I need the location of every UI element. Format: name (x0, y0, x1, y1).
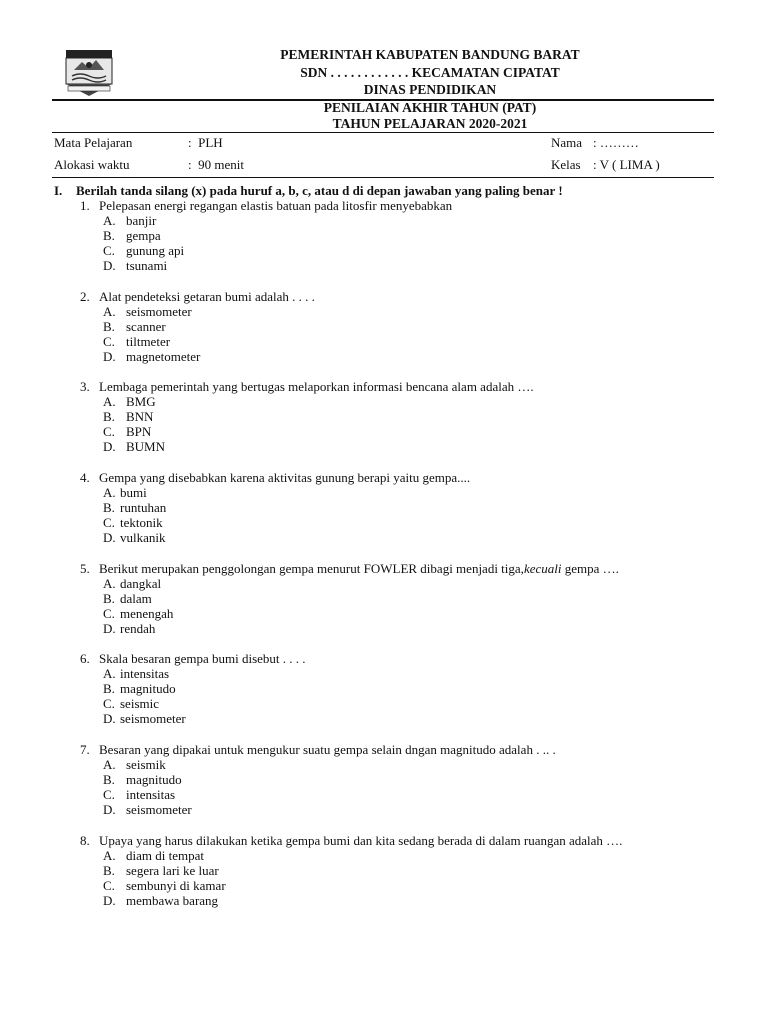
option-a: A. diam di tempat (103, 848, 204, 863)
subject-value: : PLH (188, 135, 223, 150)
option-c: C. tiltmeter (103, 334, 171, 349)
option-a: A. intensitas (103, 666, 170, 681)
option-d: D. seismometer (103, 802, 192, 817)
question-text: Berikut merupakan penggolongan gempa menurut FOWLER dibagi menjadi tiga,kecuali gempa …. (99, 561, 619, 576)
option-c: C. gunung api (103, 243, 185, 258)
question-3: 3. Lembaga pemerintah yang bertugas melaporkan informasi bencana alam adalah …. A. BMG B. BNN C. BPN D. BUMN (80, 379, 720, 454)
option-c: C. BPN (103, 424, 152, 439)
option-c: C. sembunyi di kamar (103, 878, 226, 893)
option-b: B. scanner (103, 319, 166, 334)
header-department: DINAS PENDIDIKAN (363, 82, 497, 97)
option-c: C. tektonik (103, 515, 163, 530)
option-d: D. rendah (103, 621, 156, 636)
option-a: A. banjir (103, 213, 157, 228)
time-label: Alokasi waktu (54, 157, 130, 172)
question-1: 1. Pelepasan energi regangan elastis batuan pada litosfir menyebabkan A. banjir B. gempa C. gunung api D. tsunami (80, 198, 720, 273)
option-d: D. tsunami (103, 258, 168, 273)
question-text: Upaya yang harus dilakukan ketika gempa bumi dan kita sedang berada di dalam ruangan adalah …. (99, 833, 623, 848)
question-6: 6. Skala besaran gempa bumi disebut . . . . A. intensitas B. magnitudo C. seismic D. seismometer (80, 651, 720, 726)
option-d: D. membawa barang (103, 893, 219, 908)
option-d: D. BUMN (103, 439, 166, 454)
question-text: Besaran yang dipakai untuk mengukur suatu gempa selain dngan magnitudo adalah . .. . (99, 742, 556, 757)
exam-year: TAHUN PELAJARAN 2020-2021 (332, 116, 528, 131)
question-text: Pelepasan energi regangan elastis batuan pada litosfir menyebabkan (99, 198, 453, 213)
question-7: 7. Besaran yang dipakai untuk mengukur suatu gempa selain dngan magnitudo adalah . .. . A. seismik B. magnitudo C. intensitas D. seismometer (80, 742, 720, 817)
option-b: B. gempa (103, 228, 161, 243)
section-instruction (54, 183, 563, 199)
header-government: PEMERINTAH KABUPATEN BANDUNG BARAT (280, 47, 580, 62)
info-bottom-divider (52, 177, 714, 178)
question-text: Alat pendeteksi getaran bumi adalah . . . . (99, 289, 315, 304)
info-top-divider (52, 132, 714, 133)
question-text: Gempa yang disebabkan karena aktivitas gunung berapi yaitu gempa.... (99, 470, 471, 485)
name-value: : ……… (593, 135, 639, 150)
header-school: SDN . . . . . . . . . . . . KECAMATAN CIPATAT (300, 65, 560, 80)
question-5: 5. Berikut merupakan penggolongan gempa menurut FOWLER dibagi menjadi tiga,kecuali gempa …. A. dangkal B. dalam C. menengah D. rendah (80, 561, 720, 636)
option-b: B. dalam (103, 591, 152, 606)
option-d: D. vulkanik (103, 530, 166, 545)
class-label: Kelas (551, 157, 581, 172)
instruction-text: Berilah tanda silang (x) pada huruf a, b, c, atau d di depan jawaban yang paling benar ! (76, 183, 563, 198)
option-a: A. BMG (103, 394, 156, 409)
section-number: I. (54, 183, 63, 198)
question-text: Skala besaran gempa bumi disebut . . . . (99, 651, 306, 666)
option-b: B. magnitudo (103, 681, 176, 696)
name-label: Nama (551, 135, 583, 150)
option-a: A. bumi (103, 485, 147, 500)
option-d: D. magnetometer (103, 349, 201, 364)
question-text: Lembaga pemerintah yang bertugas melaporkan informasi bencana alam adalah …. (99, 379, 534, 394)
option-d: D. seismometer (103, 711, 186, 726)
option-a: A. dangkal (103, 576, 162, 591)
question-4: 4. Gempa yang disebabkan karena aktivitas gunung berapi yaitu gempa.... A. bumi B. runtuhan C. tektonik D. vulkanik (80, 470, 720, 545)
option-b: B. segera lari ke luar (103, 863, 219, 878)
question-2: 2. Alat pendeteksi getaran bumi adalah . . . . A. seismometer B. scanner C. tiltmeter D. magnetometer (80, 289, 720, 364)
option-b: B. BNN (103, 409, 154, 424)
option-b: B. runtuhan (103, 500, 167, 515)
option-c: C. menengah (103, 606, 174, 621)
option-a: A. seismik (103, 757, 166, 772)
italic-emphasis: kecuali (523, 561, 562, 576)
class-value: : V ( LIMA ) (593, 157, 660, 172)
district-emblem-logo (62, 48, 116, 98)
time-value: : 90 menit (188, 157, 244, 172)
option-c: C. intensitas (103, 787, 176, 802)
question-8: 8. Upaya yang harus dilakukan ketika gempa bumi dan kita sedang berada di dalam ruangan adalah …. A. diam di tempat B. segera lari ke luar C. sembunyi di kamar D. membawa barang (80, 833, 720, 908)
option-c: C. seismic (103, 696, 159, 711)
subject-label: Mata Pelajaran (54, 135, 133, 150)
exam-title: PENILAIAN AKHIR TAHUN (PAT) (323, 100, 537, 115)
option-a: A. seismometer (103, 304, 192, 319)
option-b: B. magnitudo (103, 772, 182, 787)
